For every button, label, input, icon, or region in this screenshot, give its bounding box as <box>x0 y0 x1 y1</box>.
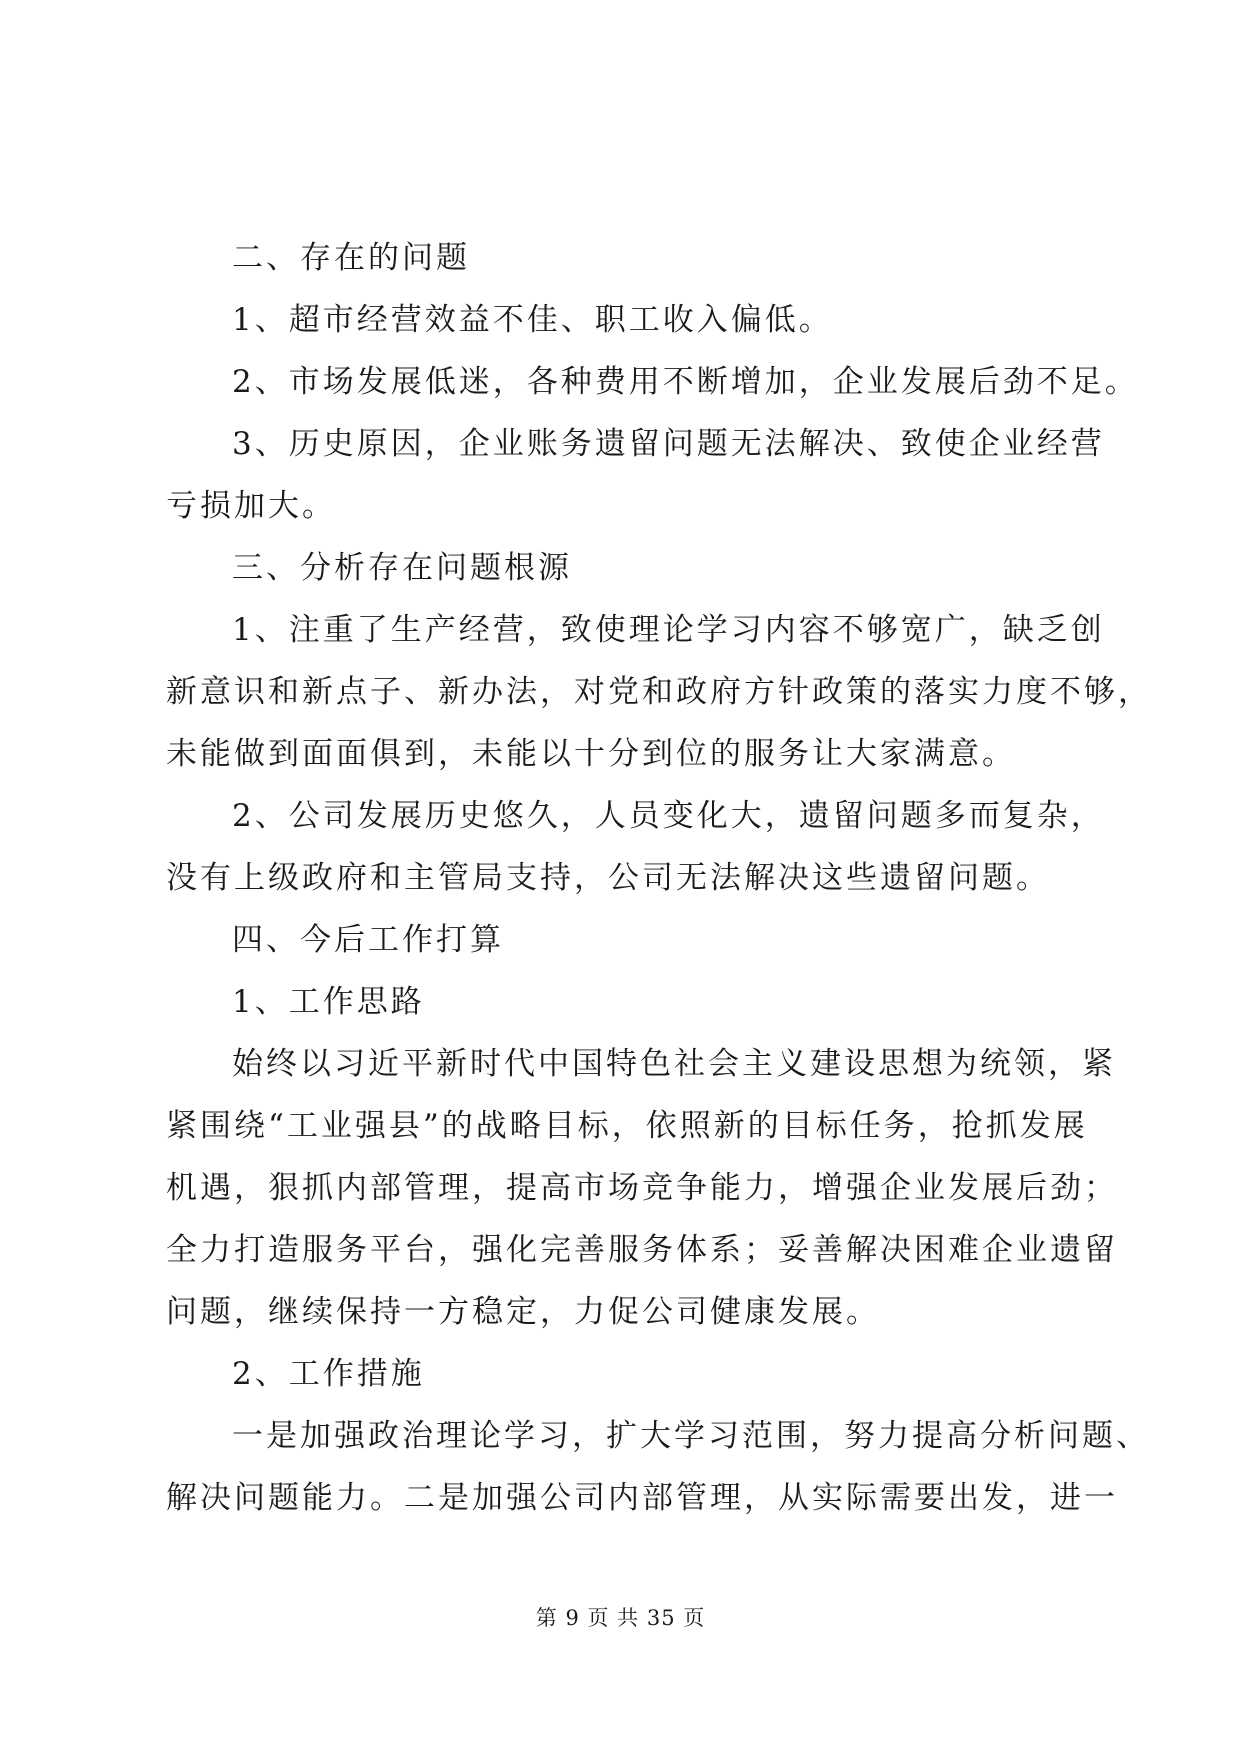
paragraph-line: 1、超市经营效益不佳、职工收入偏低。 <box>232 302 833 338</box>
paragraph-line: 2、市场发展低迷，各种费用不断增加，企业发展后劲不足。 <box>232 364 1139 400</box>
paragraph-line: 始终以习近平新时代中国特色社会主义建设思想为统领，紧 <box>232 1046 1116 1082</box>
paragraph-line: 2、公司发展历史悠久，人员变化大，遗留问题多而复杂， <box>232 798 1105 834</box>
paragraph-line: 亏损加大。 <box>166 488 336 524</box>
paragraph-line: 问题，继续保持一方稳定，力促公司健康发展。 <box>166 1294 880 1330</box>
paragraph-line: 3、历史原因，企业账务遗留问题无法解决、致使企业经营 <box>232 426 1105 462</box>
paragraph-line: 未能做到面面俱到，未能以十分到位的服务让大家满意。 <box>166 736 1016 772</box>
heading-problems: 二、存在的问题 <box>232 240 470 276</box>
paragraph-line: 一是加强政治理论学习，扩大学习范围，努力提高分析问题、 <box>232 1418 1150 1454</box>
paragraph-line: 紧围绕“工业强县”的战略目标，依照新的目标任务，抢抓发展 <box>166 1108 1088 1144</box>
paragraph-line: 机遇，狠抓内部管理，提高市场竞争能力，增强企业发展后劲； <box>166 1170 1118 1206</box>
paragraph-line: 没有上级政府和主管局支持，公司无法解决这些遗留问题。 <box>166 860 1050 896</box>
heading-plans: 四、今后工作打算 <box>232 922 504 958</box>
paragraph-line: 解决问题能力。二是加强公司内部管理，从实际需要出发，进一 <box>166 1480 1118 1516</box>
subheading-work-measures: 2、工作措施 <box>232 1356 425 1392</box>
paragraph-line: 新意识和新点子、新办法，对党和政府方针政策的落实力度不够， <box>166 674 1152 710</box>
subheading-work-ideas: 1、工作思路 <box>232 984 425 1020</box>
paragraph-line: 1、注重了生产经营，致使理论学习内容不够宽广，缺乏创 <box>232 612 1105 648</box>
paragraph-line: 全力打造服务平台，强化完善服务体系；妥善解决困难企业遗留 <box>166 1232 1118 1268</box>
heading-analysis: 三、分析存在问题根源 <box>232 550 572 586</box>
page-footer: 第 9 页 共 35 页 <box>535 1606 706 1630</box>
